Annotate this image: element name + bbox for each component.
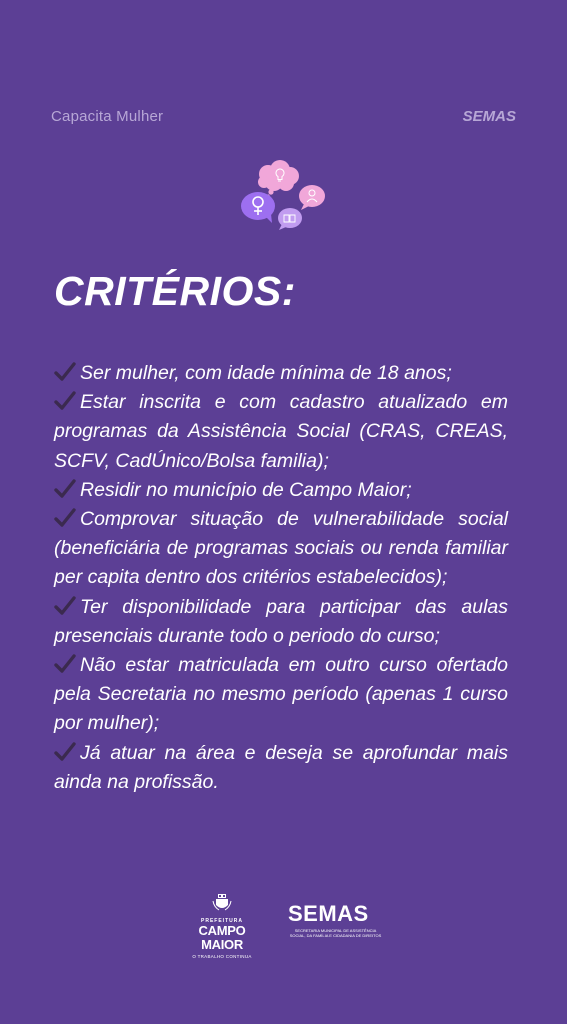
checkmark-icon — [54, 508, 76, 528]
criterion-text: Já atuar na área e deseja se aprofundar mais ainda na profissão. — [54, 741, 508, 793]
checkmark-icon — [54, 596, 76, 616]
person-icon — [299, 185, 325, 210]
criterion-text: Residir no município de Campo Maior; — [80, 478, 412, 501]
checkmark-icon — [54, 742, 76, 762]
criterion-item — [54, 593, 508, 651]
header-left-text: Capacita Mulher — [51, 108, 164, 125]
checkmark-icon — [54, 391, 76, 411]
campo-maior-logo — [184, 893, 260, 959]
semas-logo — [288, 902, 383, 938]
book-icon — [278, 208, 302, 230]
criterion-item — [54, 388, 508, 476]
criterion-item — [54, 505, 508, 593]
checkmark-icon — [54, 654, 76, 674]
campo-maior-label: CAMPO MAIOR — [198, 923, 246, 952]
header-right-text: SEMAS — [462, 108, 516, 125]
criterion-text: Comprovar situação de vulnerabilidade social (beneficiária de programas sociais ou renda familiar per capita dentro dos critérios estabelecidos); — [54, 508, 508, 589]
criterion-item — [54, 476, 508, 505]
female-symbol-icon — [241, 192, 275, 223]
criterion-text: Ter disponibilidade para participar das aulas presenciais durante todo o periodo do curso; — [54, 595, 508, 647]
criterion-item — [54, 739, 508, 797]
criterion-text: Estar inscrita e com cadastro atualizado em programas da Assistência Social (CRAS, CREAS, SCFV, CadÚnico/Bolsa familia); — [54, 391, 508, 472]
criterion-item — [54, 651, 508, 739]
criterion-text: Não estar matriculada em outro curso ofertado pela Secretaria no mesmo período (apenas 1 curso por mulher); — [54, 654, 508, 735]
criterion-text: Ser mulher, com idade mínima de 18 anos; — [80, 362, 452, 384]
checkmark-icon — [54, 362, 76, 382]
lightbulb-icon — [258, 160, 299, 198]
criterion-item — [54, 359, 508, 388]
criteria-list — [54, 359, 508, 797]
slogan-label: O TRABALHO CONTINUA — [192, 954, 252, 959]
semas-subtitle: SECRETARIA MUNICIPAL DE ASSISTÊNCIA SOCIAL, DA FAMÍLIA E CIDADANIA DE DIREITOS — [289, 928, 382, 938]
coat-of-arms-icon — [211, 893, 233, 911]
page-title: CRITÉRIOS: — [54, 268, 296, 314]
semas-label: SEMAS — [288, 901, 369, 926]
checkmark-icon — [54, 479, 76, 499]
thought-bubbles-illustration — [238, 160, 330, 232]
prefeitura-label: PREFEITURA — [201, 918, 243, 924]
